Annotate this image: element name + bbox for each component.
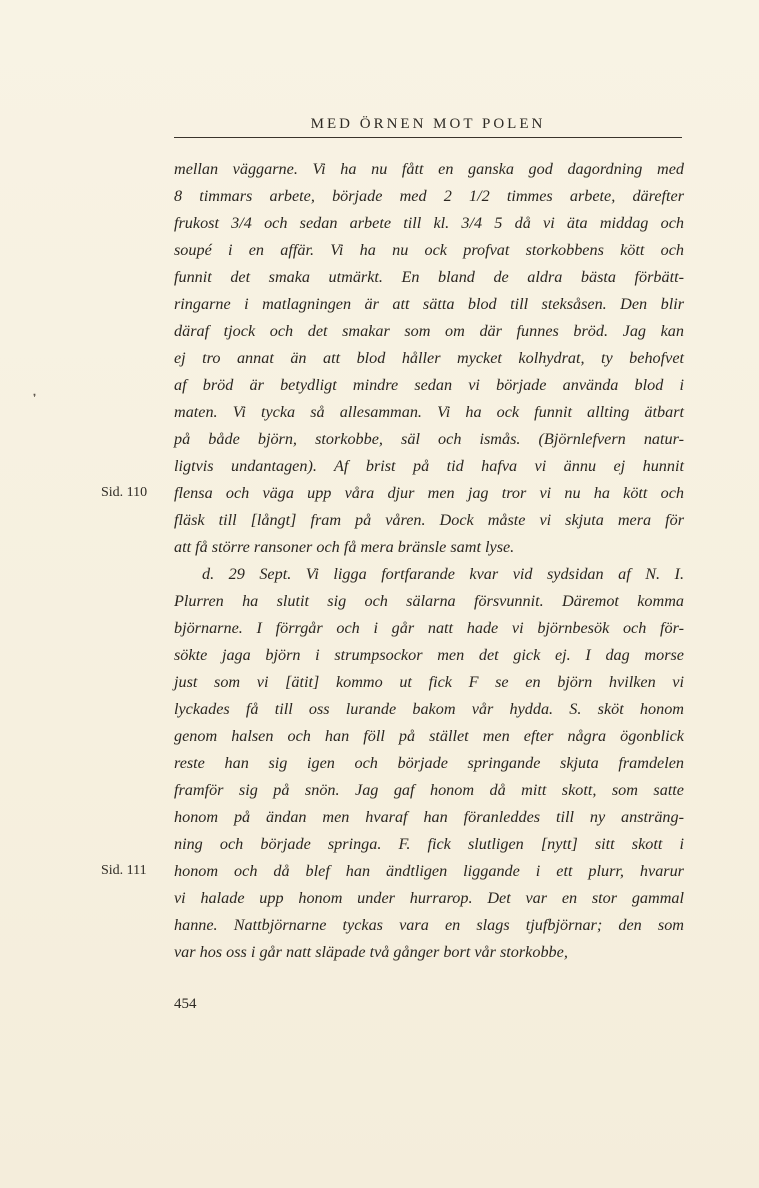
text-line: på både björn, storkobbe, säl och ismås. (Björnlefvern natur- <box>174 430 684 448</box>
text-line: maten. Vi tycka så allesamman. Vi ha ock funnit allting ätbart <box>174 403 684 421</box>
text-line: ej tro annat än att blod håller mycket kolhydrat, ty behofvet <box>174 349 684 367</box>
header-rule <box>174 137 682 138</box>
text-line: honom och då blef han ändtligen liggande i ett plurr, hvarur <box>174 862 684 880</box>
text-line: frukost 3/4 och sedan arbete till kl. 3/4 5 då vi äta middag och <box>174 214 684 232</box>
text-line: d. 29 Sept. Vi ligga fortfarande kvar vid sydsidan af N. I. <box>202 565 684 583</box>
text-line: ringarne i matlagningen är att sätta blod till steksåsen. Den blir <box>174 295 684 313</box>
text-line: ning och började springa. F. fick slutligen [nytt] sitt skott i <box>174 835 684 853</box>
text-line: genom halsen och han föll på stället men efter några ögonblick <box>174 727 684 745</box>
text-line: framför sig på snön. Jag gaf honom då mitt skott, som satte <box>174 781 684 799</box>
text-line: af bröd är betydligt mindre sedan vi började använda blod i <box>174 376 684 394</box>
text-line: flensa och väga upp våra djur men jag tror vi nu ha kött och <box>174 484 684 502</box>
text-line: funnit det smaka utmärkt. En bland de aldra bästa förbätt- <box>174 268 684 286</box>
page-number: 454 <box>174 996 197 1012</box>
running-head: MED ÖRNEN MOT POLEN <box>310 116 546 132</box>
margin-speck: ❜ <box>33 393 37 404</box>
text-line: var hos oss i går natt släpade två gånger bort vår storkobbe, <box>174 943 568 961</box>
text-line: Plurren ha slutit sig och sälarna försvunnit. Däremot komma <box>174 592 684 610</box>
text-line: hanne. Nattbjörnarne tyckas vara en slags tjufbjörnar; den som <box>174 916 684 934</box>
text-line: just som vi [ätit] kommo ut fick F se en björn hvilken vi <box>174 673 684 691</box>
text-line: fläsk till [långt] fram på våren. Dock måste vi skjuta mera för <box>174 511 684 529</box>
text-line: lyckades få till oss lurande bakom vår hydda. S. sköt honom <box>174 700 684 718</box>
text-line: mellan väggarne. Vi ha nu fått en ganska god dagordning med <box>174 160 684 178</box>
margin-note-sid-110: Sid. 110 <box>101 485 148 500</box>
text-line: ligtvis undantagen). Af brist på tid hafva vi ännu ej hunnit <box>174 457 684 475</box>
margin-note-sid-111: Sid. 111 <box>101 863 147 878</box>
text-line: björnarne. I förrgår och i går natt hade vi björnbesök och för- <box>174 619 684 637</box>
text-line: vi halade upp honom under hurrarop. Det var en stor gammal <box>174 889 684 907</box>
body-text <box>174 156 684 966</box>
text-line: honom på ändan men hvaraf han föranleddes till ny ansträng- <box>174 808 684 826</box>
text-line: att få större ransoner och få mera bränsle samt lyse. <box>174 538 515 556</box>
text-line: sökte jaga björn i strumpsockor men det gick ej. I dag morse <box>174 646 684 664</box>
text-line: reste han sig igen och började springande skjuta framdelen <box>174 754 684 772</box>
text-line: 8 timmars arbete, började med 2 1/2 timmes arbete, därefter <box>174 187 684 205</box>
text-line: däraf tjock och det smakar som om där funnes bröd. Jag kan <box>174 322 684 340</box>
text-line: soupé i en affär. Vi ha nu ock profvat storkobbens kött och <box>174 241 684 259</box>
